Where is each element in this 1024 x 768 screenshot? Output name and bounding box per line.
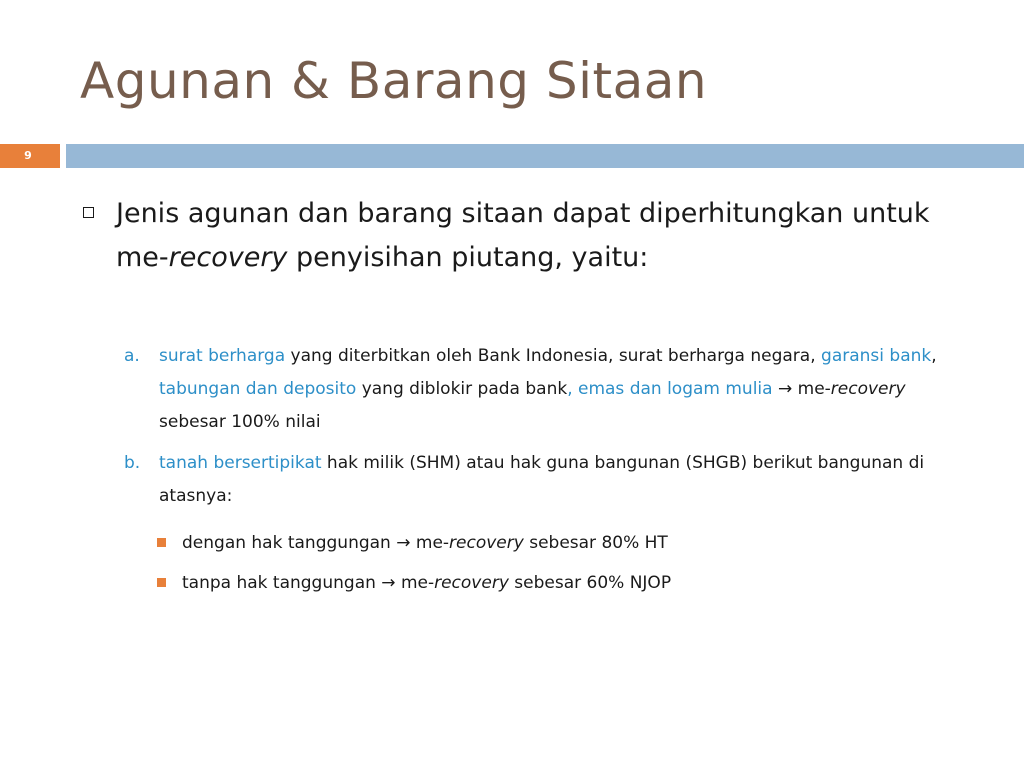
list-item-a <box>124 340 954 439</box>
nested-list-item <box>157 567 957 607</box>
sub-list <box>124 340 954 521</box>
nested-list <box>157 527 957 607</box>
list-marker: b. <box>124 453 141 473</box>
slide-number: 9 <box>0 144 60 168</box>
square-bullet-icon <box>157 538 166 547</box>
list-item-b <box>124 447 954 513</box>
list-item-text: surat berharga yang diterbitkan oleh Bank Indonesia, surat berharga negara, garansi bank, tabungan dan deposito yang diblokir pada bank, emas dan logam mulia → me-recovery sebesar 100% nilai <box>159 346 937 432</box>
list-marker: a. <box>124 346 140 366</box>
list-item-text: tanah bersertipikat hak milik (SHM) atau hak guna bangunan (SHGB) berikut bangunan di atasnya: <box>159 453 925 506</box>
main-bullet <box>80 192 980 280</box>
slide-title: Agunan & Barang Sitaan <box>80 52 708 110</box>
arrow-right-icon: → <box>390 533 416 553</box>
nested-list-item-text: tanpa hak tanggungan → me-recovery sebesar 60% NJOP <box>182 573 672 593</box>
nested-list-item <box>157 527 957 567</box>
header-accent-bar <box>66 144 1024 168</box>
square-bullet-icon <box>157 578 166 587</box>
main-bullet-text: Jenis agunan dan barang sitaan dapat diperhitungkan untuk me-recovery penyisihan piutang, yaitu: <box>116 198 930 273</box>
arrow-right-icon: → <box>772 379 798 399</box>
hollow-square-bullet-icon <box>83 207 94 218</box>
nested-list-item-text: dengan hak tanggungan → me-recovery sebesar 80% HT <box>182 533 668 553</box>
arrow-right-icon: → <box>375 573 401 593</box>
